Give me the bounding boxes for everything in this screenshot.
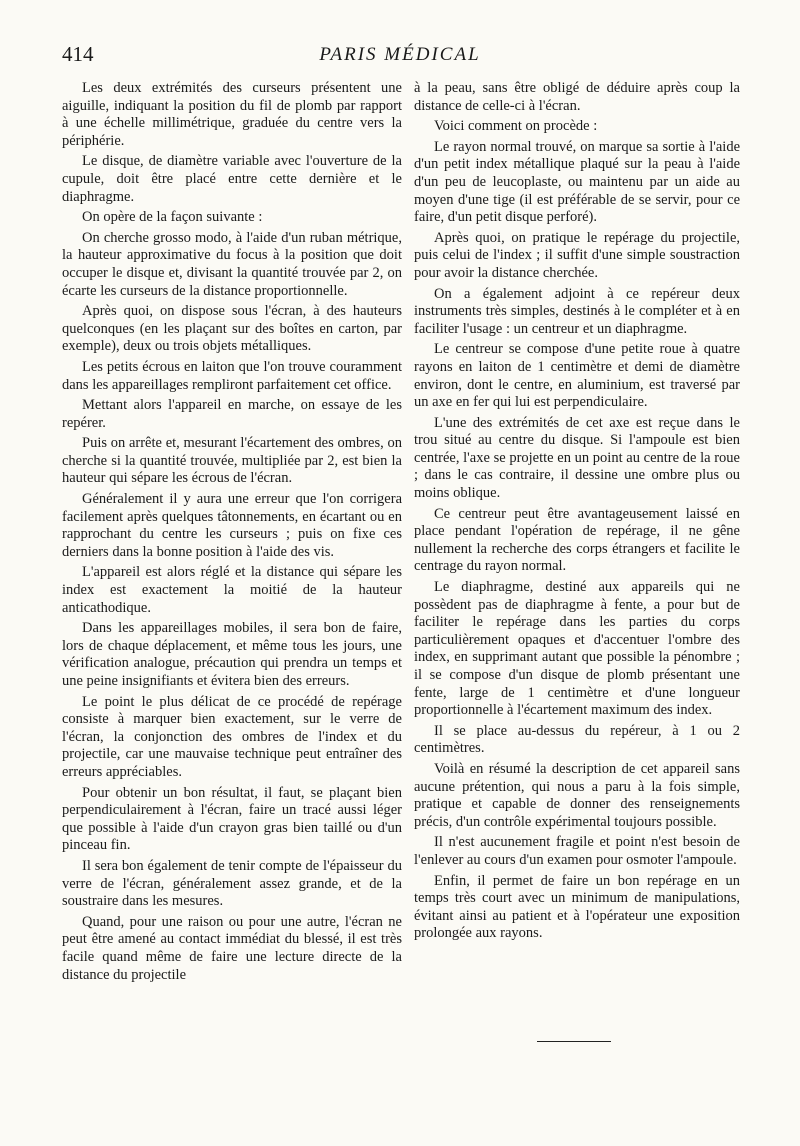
paragraph: Il sera bon également de tenir compte de l'épaisseur du verre de l'écran, généralement assez grande, et de la soustraire dans les mesures. [62, 857, 402, 910]
paragraph: On a également adjoint à ce repéreur deux instruments très simples, destinés à le compléter et à en faciliter l'usage : un centreur et un diaphragme. [414, 285, 740, 337]
paragraph: Le diaphragme, destiné aux appareils qui ne possèdent pas de diaphragme à fente, a pour but de faciliter le repérage dans les parties du corps particulièrement opaques et d'accentuer l'ombre des index, en supprimant autant que possible la pénombre ; il se compose d'un disque de plomb présentant une fente, large de 1 centimètre et d'une longueur proportionnelle à l'écartement maximum des index. [414, 579, 740, 719]
paragraph: On cherche grosso modo, à l'aide d'un ruban métrique, la hauteur approximative du focus à la position que doit occuper le disque et, divisant la quantité trouvée par 2, on écarte les curseurs de la distance proportionnelle. [62, 229, 402, 299]
paragraph: Le point le plus délicat de ce procédé de repérage consiste à marquer bien exactement, sur le verre de l'écran, la conjonction des ombres de l'index et du projectile, car une mauvaise technique peut entraîner des erreurs appréciables. [62, 693, 402, 780]
paragraph: Généralement il y aura une erreur que l'on corrigera facilement après quelques tâtonnements, en écartant ou en rapprochant du centre les curseurs ; puis on fixe ces derniers dans la bonne position à l'aide des vis. [62, 491, 402, 560]
paragraph: Quand, pour une raison ou pour une autre, l'écran ne peut être amené au contact immédiat du blessé, il est très facile quand même de faire une lecture directe de la distance du projectile [62, 913, 402, 983]
paragraph: Il n'est aucunement fragile et point n'est besoin de l'enlever au cours d'un examen pour osmoter l'ampoule. [414, 834, 740, 868]
paragraph: Les petits écrous en laiton que l'on trouve couramment dans les appareillages rempliront parfaitement cet office. [62, 358, 402, 393]
paragraph: Puis on arrête et, mesurant l'écartement des ombres, on cherche si la quantité trouvée, multipliée par 2, est bien la hauteur qui sépare les écrous de l'écran. [62, 435, 402, 487]
left-column [62, 80, 402, 987]
paragraph: Dans les appareillages mobiles, il sera bon de faire, lors de chaque déplacement, et même tous les jours, une vérification analogue, précaution qui prendra un temps et une peine insignifiants et évitera bien des erreurs. [62, 620, 402, 689]
end-of-article-rule [537, 1041, 611, 1042]
paragraph: Enfin, il permet de faire un bon repérage en un temps très court avec un minimum de manipulations, évitant ainsi au patient et à l'opérateur une exposition prolongée aux rayons. [414, 872, 740, 942]
paragraph: On opère de la façon suivante : [82, 209, 263, 226]
paragraph: Après quoi, on dispose sous l'écran, à des hauteurs quelconques (en les plaçant sur des boîtes en carton, par exemple), deux ou trois objets métalliques. [62, 303, 402, 355]
paragraph: Le rayon normal trouvé, on marque sa sortie à l'aide d'un petit index métallique plaqué sur la peau à l'aide d'un peu de leucoplaste, ou maintenu par un aide au moyen d'une tige (il est préférable de se servir, pour ce faire, d'un petit disque perforé). [414, 138, 740, 226]
right-column [414, 80, 740, 946]
page-header [62, 42, 738, 74]
paragraph: Le disque, de diamètre variable avec l'ouverture de la cupule, doit être placé entre cette dernière et le diaphragme. [62, 153, 402, 205]
paragraph: Le centreur se compose d'une petite roue à quatre rayons en laiton de 1 centimètre et demi de diamètre environ, dont le centre, en aluminium, est traversé par un axe en fer qui lui est perpendiculaire. [414, 341, 740, 411]
paragraph: Pour obtenir un bon résultat, il faut, se plaçant bien perpendiculairement à l'écran, faire un tracé aussi léger que possible à l'aide d'un crayon gras bien taillé ou d'un pinceau fin. [62, 784, 402, 854]
paragraph: Voilà en résumé la description de cet appareil sans aucune prétention, qui nous a paru à la fois simple, pratique et capable de donner des renseignements précis, d'un contrôle expérimental toujours possible. [414, 760, 740, 830]
paragraph-continuation: à la peau, sans être obligé de déduire après coup la distance de celle-ci à l'écran. [414, 80, 740, 114]
paragraph: Les deux extrémités des curseurs présentent une aiguille, indiquant la position du fil de plomb par rapport à une échelle millimétrique, graduée du centre vers la périphérie. [62, 80, 402, 149]
paragraph: L'une des extrémités de cet axe est reçue dans le trou situé au centre du disque. Si l'ampoule est bien centrée, l'axe se projette en un point au centre de la roue ; dans le cas contraire, il dessine une ombre plus ou moins oblique. [414, 414, 740, 502]
page-number: 414 [62, 42, 94, 66]
paragraph: Il se place au-dessus du repéreur, à 1 ou 2 centimètres. [414, 722, 740, 757]
journal-title: PARIS MÉDICAL [319, 44, 481, 65]
paragraph: Voici comment on procède : [434, 118, 598, 135]
paragraph: L'appareil est alors réglé et la distance qui sépare les index est exactement la moitié de la hauteur anticathodique. [62, 564, 402, 616]
paragraph: Mettant alors l'appareil en marche, on essaye de les repérer. [62, 397, 402, 431]
paragraph: Ce centreur peut être avantageusement laissé en place pendant l'opération de repérage, il ne gêne nullement la recherche des corps étrangers et facilite le centrage du rayon normal. [414, 505, 740, 575]
paragraph: Après quoi, on pratique le repérage du projectile, puis celui de l'index ; il suffit d'une simple soustraction pour avoir la distance cherchée. [414, 229, 740, 281]
